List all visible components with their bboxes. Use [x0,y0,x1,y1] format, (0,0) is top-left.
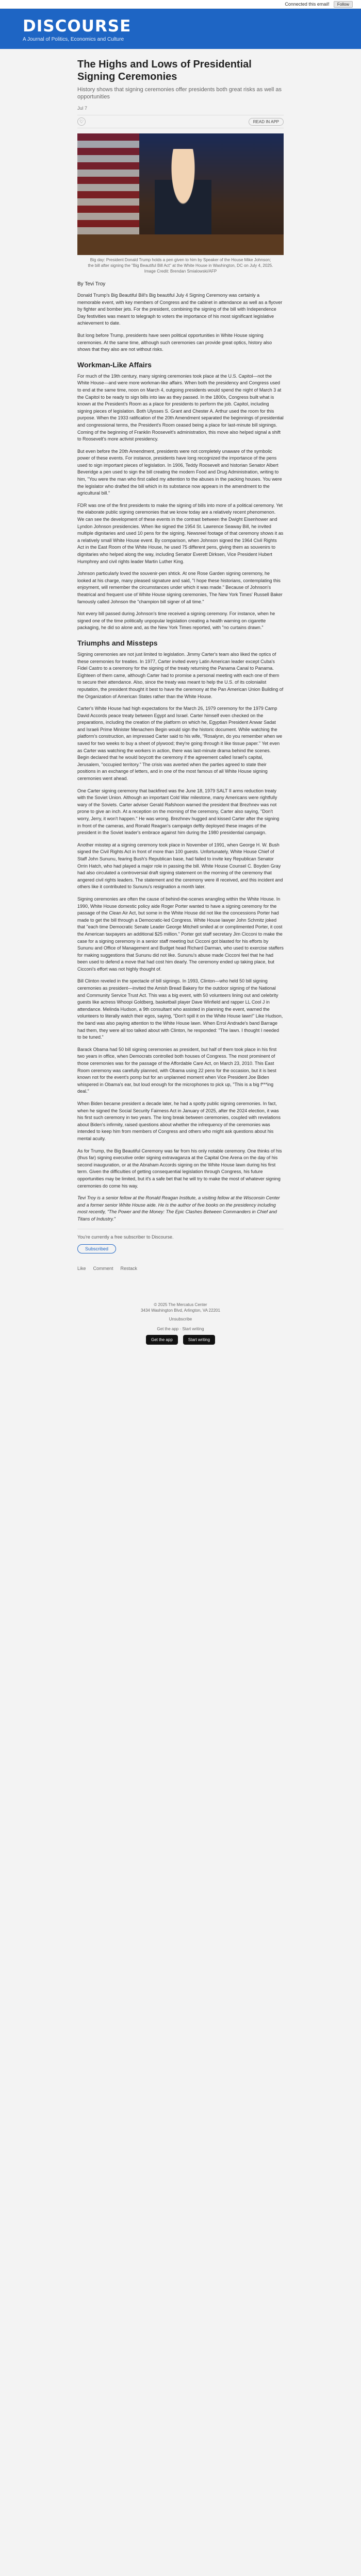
paragraph: Carter's White House had high expectations for the March 26, 1979 ceremony for the 1979 Camp David Accords peace treaty between Egypt and Israel. Carter himself even checked on the preparations, including the creation of the platform on which he, Egyptian President Anwar Sadat and Israeli Prime Minister Menachem Begin would sign the historic document. While watching the platform's construction, an impressed Carter said to his wife, "Rosalynn, do you remember when we saved for two weeks to buy a sheet of plywood; they're going through it like tissue paper." Yet even as Carter was watching the workers in action, there was last-minute drama behind the scenes. Begin declared that he would boycott the ceremony if the agreement called Israel's capital, Jerusalem, "occupied territory." The crisis was averted when the parties agreed to state their positions in an exchange of letters, and in one of the most famous of all White House signing ceremonies went ahead. [77,706,283,782]
hero-image [77,133,284,255]
paragraph: Bill Clinton reveled in the spectacle of bill signings. In 1993, Clinton—who held 50 bill signing ceremonies as president—invited the Amish Bread Bakery for the outdoor signing of the National and Community Service Trust Act. This was a big event, with 50 volunteers lining out and celebrity guests like actress Whoopi Goldberg, basketball player Dave Winfield and rapper LL Cool J in attendance. Melinda Hudson, a 9th consultant who assisted in planning the event, warned the volunteers to literally watch their egos, saying, "Don't spill it on the White House lawn!" Like Hudson, the band was also paying attention to the White House lawn. When Errol Andrade's band Barrage had them, they were all too talked about with Clinton, he responded: "The lawn. I thought I needed to be tuned." [77,978,283,1040]
footer-address: 3434 Washington Blvd, Arlington, VA 22201 [141,1308,220,1313]
get-app-button[interactable]: Get the app [146,1335,178,1345]
article-title: The Highs and Lows of Presidential Signing Ceremonies [77,59,252,82]
top-bar [0,0,361,9]
paragraph: Another misstep at a signing ceremony took place in November of 1991, when George H. W. Bush signed the Civil Rights Act in front of more than 100 guests. Unfortunately, White House Chief of Staff John Sununu, fearing Bush's Republican base, had failed to invite key Republican Senator Orrin Hatch, who had played a major role in passing the bill. White House Counsel C. Boyden Gray had also circulated a controversial draft signing statement on the morning of the ceremony that angered civil rights leaders. The statement and the ceremony were ill received, and this incident and others like it contributed to Sununu's resignation a month later. [77,842,283,890]
article-actions [77,115,284,128]
paragraph: But even before the 20th Amendment, presidents were not completely unaware of the symbolic power of these events. For instance, presidents have long recognized the importance of the pens used to sign important pieces of legislation. In 1906, Teddy Roosevelt and historian Senator Albert Beveridge a pen used to sign the bill creating the modern Food and Drug Administration, writing to him, "You were the man who first called my attention to the abuses in the packing houses. You were the legislator who drafted the bill which in its substance now appears in the amendment to the agricultural bill." [77,448,282,496]
substack-badges [0,1335,361,1345]
paragraph: Signing ceremonies are not just limited to legislation. Jimmy Carter's team also liked the optics of these ceremonies for treaties. In 1977, Carter invited every Latin American leader except Cuba's Fidel Castro to a ceremony for the signing of the treaty returning the Panama Canal to Panama. Eighteen of them came, although Carter had to promise a personal meeting with each one of them to secure their attendance. Also, since the treaty was meant to help the U.S. of its colonialist reputation, the president thought it best to have the ceremony at the Pan American Union Building of the Organization of American States rather than the White House. [77,651,284,699]
follow-button[interactable]: Follow [334,1,353,8]
footer-links: Get the app · Start writing [157,1327,204,1332]
paragraph: Signing ceremonies are often the cause of behind-the-scenes wrangling within the White House. In 1990, White House domestic policy aide Roger Porter wanted to have a signing ceremony for the passage of the Clean Air Act, but some in the White House did not like the concessions Porter had made to get the bill through a Democratic-led Congress. White House lawyer John Schmitz joked that "each time Democratic Senate Leader George Mitchell smiled at or complimented Porter, it cost the American taxpayers an additional $25 million." Porter got staff secretary Jim Cicconi to make the case for a signing ceremony in a senior staff meeting but Cicconi got blasted for his efforts by Sununu and Office of Management and Budget head Richard Darman, who used to exercise staffers for making suggestions that Sununu did not like. Sununu's abuse made Cicconi feel that he had been used to defend a move that had cost him dearly. The ceremony ended up taking place, but Cicconi's effort was not highly thought of. [77,896,284,972]
article-subtitle: History shows that signing ceremonies offer presidents both great risks as well as opportunities [77,87,282,100]
paragraph: But long before Trump, presidents have seen political opportunities in White House signing ceremonies. At the same time, although such ceremonies can provide great optics, history also shows that they also are not without risks. [77,332,272,352]
article [77,49,284,1271]
paragraph: Not every bill passed during Johnson's time received a signing ceremony. For instance, when he signed one of the time politically unpopular legislation creating a health warning on cigarette packaging, he did so alone and, as the New York Times reported, with "no curtains drawn." [77,611,275,631]
paragraph: Barack Obama had 50 bill signing ceremonies as president, but half of them took place in his first two years in office, when Democrats controlled both houses of Congress. The most prominent of those ceremonies was for the passage of the Affordable Care Act, on March 23, 2010. This East Room ceremony was carefully planned, with Obama using 22 pens for the occasion, but it is best known not for the event's pomp but for an unplanned moment when Vice President Joe Biden whispered in Obama's ear, but loud enough for the microphones to pick up, "This is a big f***ing deal." [77,1046,277,1094]
topbar-text: Connected this email! [285,2,330,7]
paragraph: For much of the 19th century, many signing ceremonies took place at the U.S. Capitol—not the White House—and were more workman-like affairs. When both the presidency and Congress used to end at the same time, noon on March 4, outgoing presidents would spend the night of March 3 at the Capitol to be ready to sign bills into law as they passed. In the 1800s, Congress built what is known at the President's Room as a place for presidents to perform the job. Capitol, including signing pieces of legislation. Both Ulysses S. Grant and Chester A. Arthur used the room for this purpose. When the 1933 ratification of the 20th Amendment separated the beginnings of presidential and congressional terms, the President's Room ceased being a place for last-minute bill signings. Coming of the beginning of Franklin Roosevelt's administration, this move also helped signal a shift to Roosevelt's more activist presidency. [77,373,284,442]
subscribed-button[interactable]: Subscribed [77,1244,116,1253]
like-icon[interactable]: ♡ [77,117,86,126]
footer-copyright: © 2025 The Mercatus Center [154,1302,207,1308]
section-heading: Workman-Like Affairs [77,360,152,369]
desk-graphic [77,234,284,255]
author-bio: Tevi Troy is a senior fellow at the Ronald Reagan Institute, a visiting fellow at the Wisconsin Center and a former senior White House aide. He is the author of five books on the presidency including most recently, "The Power and the Money: The Epic Clashes Between Commanders in Chief and Titans of Industry." [77,1195,280,1222]
like-button[interactable]: Like [77,1266,86,1272]
publication-logo[interactable]: DISCOURSE [23,17,132,36]
paragraph: FDR was one of the first presidents to make the signing of bills into more of a political ceremony. Yet the elaborate public signing ceremonies that we know today are a relatively recent phenomenon. We can see the development of these events in the contrast between the Dwight Eisenhower and Lyndon Johnson presidencies. When Ike signed the 1954 St. Lawrence Seaway Bill, he invited multiple dignitaries and used 10 pens for the signing. Newsreel footage of that ceremony shows it as a relatively small White House event. By comparison, when Johnson signed the 1964 Civil Rights Act in the East Room of the White House, he used 75 different pens, giving them as souvenirs to dignitaries who helped along the way, including Senator Everett Dirksen, Vice President Hubert Humphrey and civil rights leader Martin Luther King. [77,502,284,564]
paragraph: When Biden became president a decade later, he had a spotty public signing ceremonies. In fact, when he signed the Social Security Fairness Act in January of 2025, after the 2024 election, it was his first such ceremony in two years. The long break between ceremonies, coupled with revelations about Biden's infirmity, raised questions about whether the infrequency of the ceremonies was intended to keep him from members of Congress and others who might ask questions about his mental acuity. [77,1100,281,1141]
unsubscribe-link[interactable]: Unsubscribe [169,1317,192,1322]
publication-tagline: A Journal of Politics, Economics and Culture [23,37,124,42]
start-writing-button[interactable]: Start writing [183,1335,215,1345]
engagement-bar [77,1266,284,1271]
restack-button[interactable]: Restack [120,1266,138,1272]
footer [0,1302,361,1352]
comment-button[interactable]: Comment [93,1266,113,1272]
byline: By Tevi Troy [77,281,106,287]
read-in-app-button[interactable]: READ IN APP [249,118,284,126]
paragraph: Johnson particularly loved the souvenir-pen shtick. At one Rose Garden signing ceremony, he looked at his charge, many pleased signature and said, "I hope these historians, contemplating this enjoyment, will remember the circumstances under which it was made." Because of Johnson's theatrical and frequent use of White House signing ceremonies, The New York Times' Russell Baker famously called Johnson the "champion bill signer of all time." [77,571,283,604]
image-caption: Big day: President Donald Trump holds a pen given to him by Speaker of the House Mike Johnson; the bill after signing the "Big Beautiful Bill Act" at the White House in Washington, DC on July 4, 2025. Image Credit: Brendan Smialowski/AFP [88,258,273,274]
section-heading: Triumphs and Missteps [77,638,158,647]
paragraph: As for Trump, the Big Beautiful Ceremony was far from his only notable ceremony. One thinks of his (thus far) signing executive order signing extravaganza at the Capital One Arena on the day of his second inauguration, or at the Abraham Accords signing on the White House lawn during his first term. Given the difficulties of getting consequential legislation through Congress, his future opportunities may be limited, but it's a safe bet that he will try to make the most of whatever signing ceremonies do come his way. [77,1148,282,1189]
paragraph: Donald Trump's Big Beautiful Bill's Big beautiful July 4 Signing Ceremony was certainly a memorable event, with key members of Congress and the cabinet in attendance as well as a flyover by fighter and bomber jets. For the president, combining the signing of the bill with Independence Day festivities was meant to telegraph to voters the importance of his most significant legislative achievement to date. [77,293,283,326]
publication-header[interactable] [0,9,361,49]
article-date: Jul 7 [77,106,88,111]
paragraph: One Carter signing ceremony that backfired was the June 18, 1979 SALT II arms reduction treaty with the Soviet Union. Although an important Cold War milestone, many Americans were rightfully wary of the Soviets. Carter adviser Gerald Rafshoon warned the president that Brezhnev was not prone to give an inch. At a reception on the morning of the ceremony, Carter also saying, "Don't worry, Jerry, it won't happen." He was wrong. Brezhnev hugged and kissed Carter after the signing in front of the cameras, and Ronald Reagan's campaign deftly deployed these images of the president in the Soviet leader's embrace against him during the 1980 presidential campaign. [77,788,280,836]
subscription-status: You're currently a free subscriber to Discourse. [77,1229,284,1240]
